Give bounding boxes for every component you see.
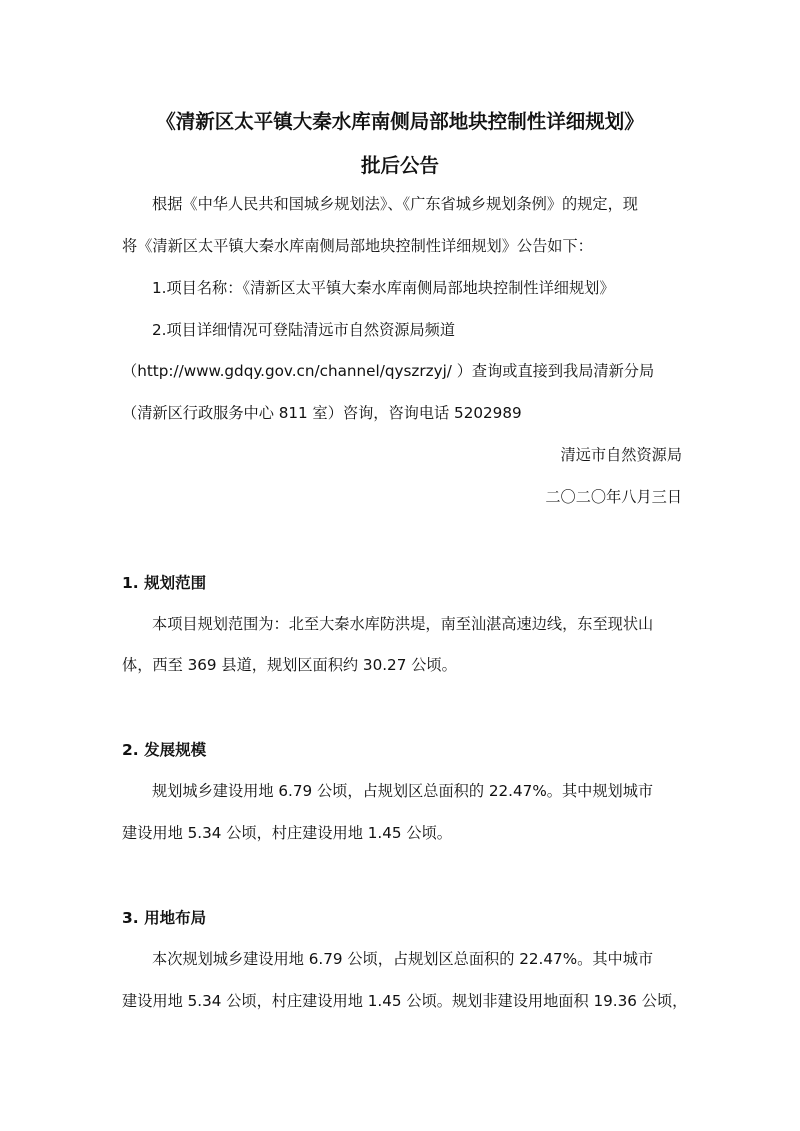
item-details-url-line: （http://www.gdqy.gov.cn/channel/qyszrzyj/ ）查询或直接到我局清新分局	[122, 362, 655, 380]
item-details-line-1: 2.项目详细情况可登陆清远市自然资源局频道	[152, 321, 456, 339]
section-scope-line-2: 体，西至 369 县道，规划区面积约 30.27 公顷。	[122, 656, 457, 674]
signature-org: 清远市自然资源局	[560, 446, 682, 464]
item-details-contact-line: （清新区行政服务中心 811 室）咨询，咨询电话 5202989	[122, 404, 522, 422]
document-title: 《清新区太平镇大秦水库南侧局部地块控制性详细规划》	[156, 110, 644, 133]
intro-line-2: 将《清新区太平镇大秦水库南侧局部地块控制性详细规划》公告如下：	[122, 237, 593, 255]
section-heading-scope: 1. 规划范围	[122, 574, 207, 592]
signature-date: 二〇二〇年八月三日	[545, 488, 682, 506]
section-scale-line-2: 建设用地 5.34 公顷，村庄建设用地 1.45 公顷。	[122, 824, 452, 842]
intro-line-1: 根据《中华人民共和国城乡规划法》、《广东省城乡规划条例》的规定，现	[152, 195, 638, 213]
section-scale-line-1: 规划城乡建设用地 6.79 公顷，占规划区总面积的 22.47%。其中规划城市	[152, 782, 654, 800]
section-heading-layout: 3. 用地布局	[122, 909, 207, 927]
section-heading-scale: 2. 发展规模	[122, 741, 207, 759]
item-project-name: 1.项目名称：《清新区太平镇大秦水库南侧局部地块控制性详细规划》	[152, 279, 615, 297]
section-layout-line-2: 建设用地 5.34 公顷，村庄建设用地 1.45 公顷。规划非建设用地面积 19.36 公顷，	[122, 992, 688, 1010]
document-subtitle: 批后公告	[360, 154, 439, 177]
section-scope-line-1: 本项目规划范围为：北至大秦水库防洪堤，南至汕湛高速边线，东至现状山	[152, 615, 654, 633]
section-layout-line-1: 本次规划城乡建设用地 6.79 公顷，占规划区总面积的 22.47%。其中城市	[152, 950, 654, 968]
